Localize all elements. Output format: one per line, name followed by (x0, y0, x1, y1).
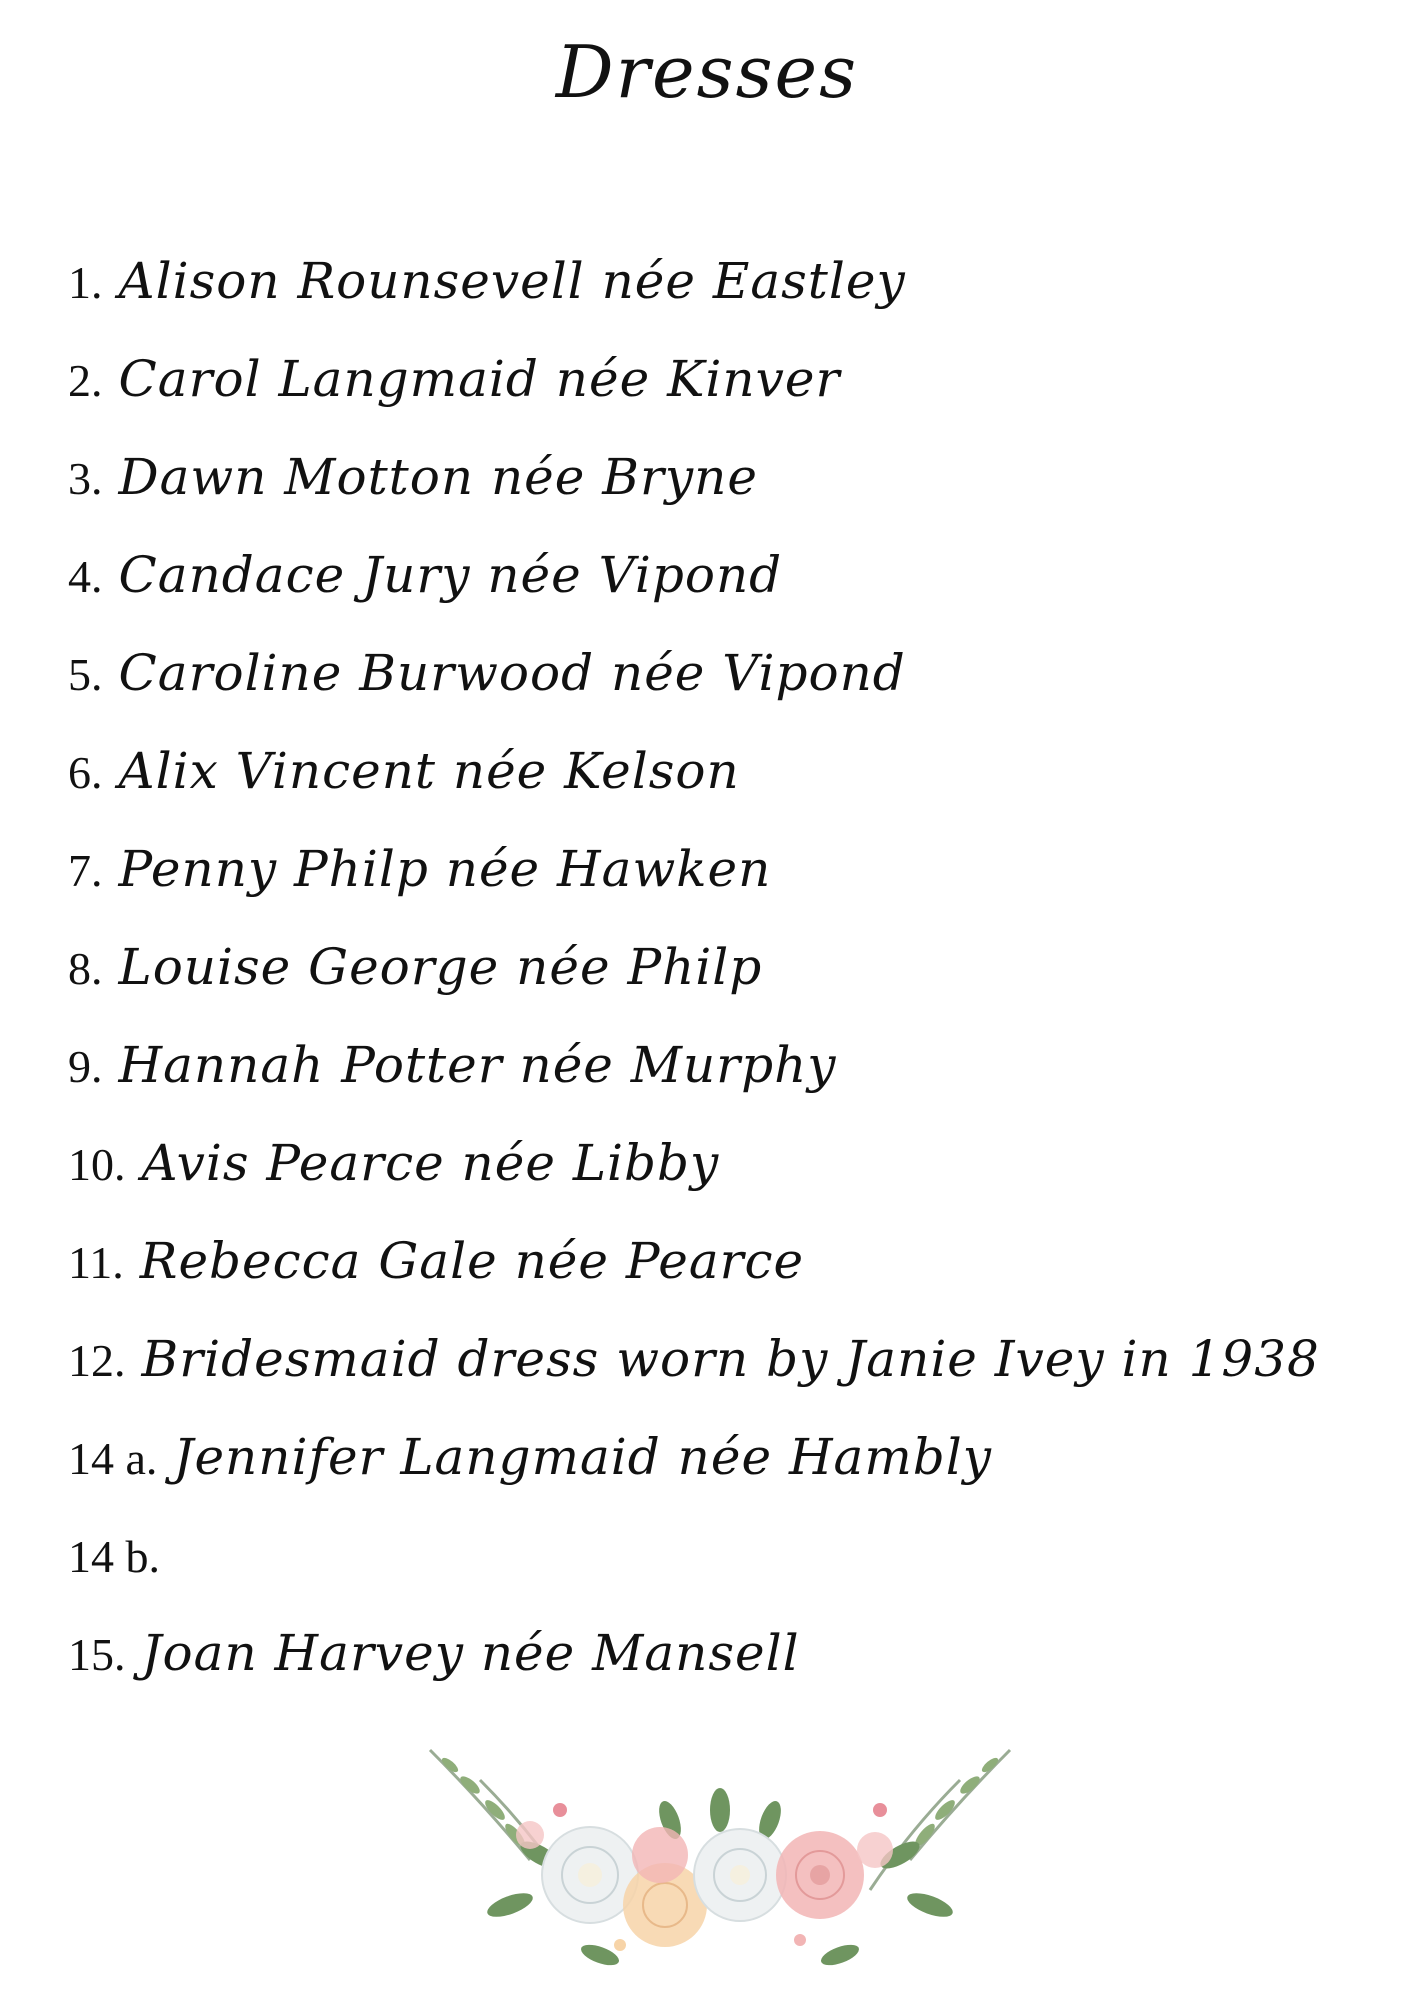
list-item (68, 1029, 1320, 1127)
list-item (68, 931, 1320, 1029)
item-number: 10. (68, 1139, 126, 1190)
list-item (68, 637, 1320, 735)
item-text: Alison Rounsevell née Eastley (118, 252, 906, 310)
item-text: Jennifer Langmaid née Hambly (173, 1428, 993, 1486)
list-item (68, 1225, 1320, 1323)
list-item (68, 1127, 1320, 1225)
item-text: Bridesmaid dress worn by Janie Ivey in 1938 (141, 1330, 1320, 1388)
floral-garland-icon (420, 1740, 1020, 1980)
item-text: Alix Vincent née Kelson (118, 742, 740, 800)
page-title: Dresses (555, 30, 859, 114)
item-number: 4. (68, 551, 103, 602)
item-number: 12. (68, 1335, 126, 1386)
item-number: 14 a. (68, 1433, 158, 1484)
list-item (68, 1323, 1320, 1421)
item-number: 1. (68, 257, 103, 308)
item-number: 2. (68, 355, 103, 406)
item-number: 7. (68, 845, 103, 896)
item-text: Joan Harvey née Mansell (141, 1624, 800, 1682)
dress-list (68, 245, 1320, 1715)
item-number: 6. (68, 747, 103, 798)
item-number: 15. (68, 1629, 126, 1680)
item-text: Caroline Burwood née Vipond (118, 644, 906, 702)
item-number: 3. (68, 453, 103, 504)
list-item (68, 539, 1320, 637)
item-number: 5. (68, 649, 103, 700)
list-item (68, 343, 1320, 441)
list-item (68, 735, 1320, 833)
list-item (68, 1519, 1320, 1617)
item-number: 11. (68, 1237, 124, 1288)
item-text: Rebecca Gale née Pearce (139, 1232, 805, 1290)
item-text: Avis Pearce née Libby (141, 1134, 720, 1192)
list-item (68, 441, 1320, 539)
item-text: Penny Philp née Hawken (118, 840, 772, 898)
item-text: Candace Jury née Vipond (118, 546, 783, 604)
item-number: 9. (68, 1041, 103, 1092)
item-text: Dawn Motton née Bryne (118, 448, 758, 506)
item-number: 8. (68, 943, 103, 994)
item-number: 14 b. (68, 1531, 160, 1582)
item-text: Louise George née Philp (118, 938, 763, 996)
list-item (68, 833, 1320, 931)
item-text: Carol Langmaid née Kinver (118, 350, 841, 408)
list-item (68, 1617, 1320, 1715)
list-item (68, 245, 1320, 343)
item-text: Hannah Potter née Murphy (118, 1036, 837, 1094)
list-item (68, 1421, 1320, 1519)
